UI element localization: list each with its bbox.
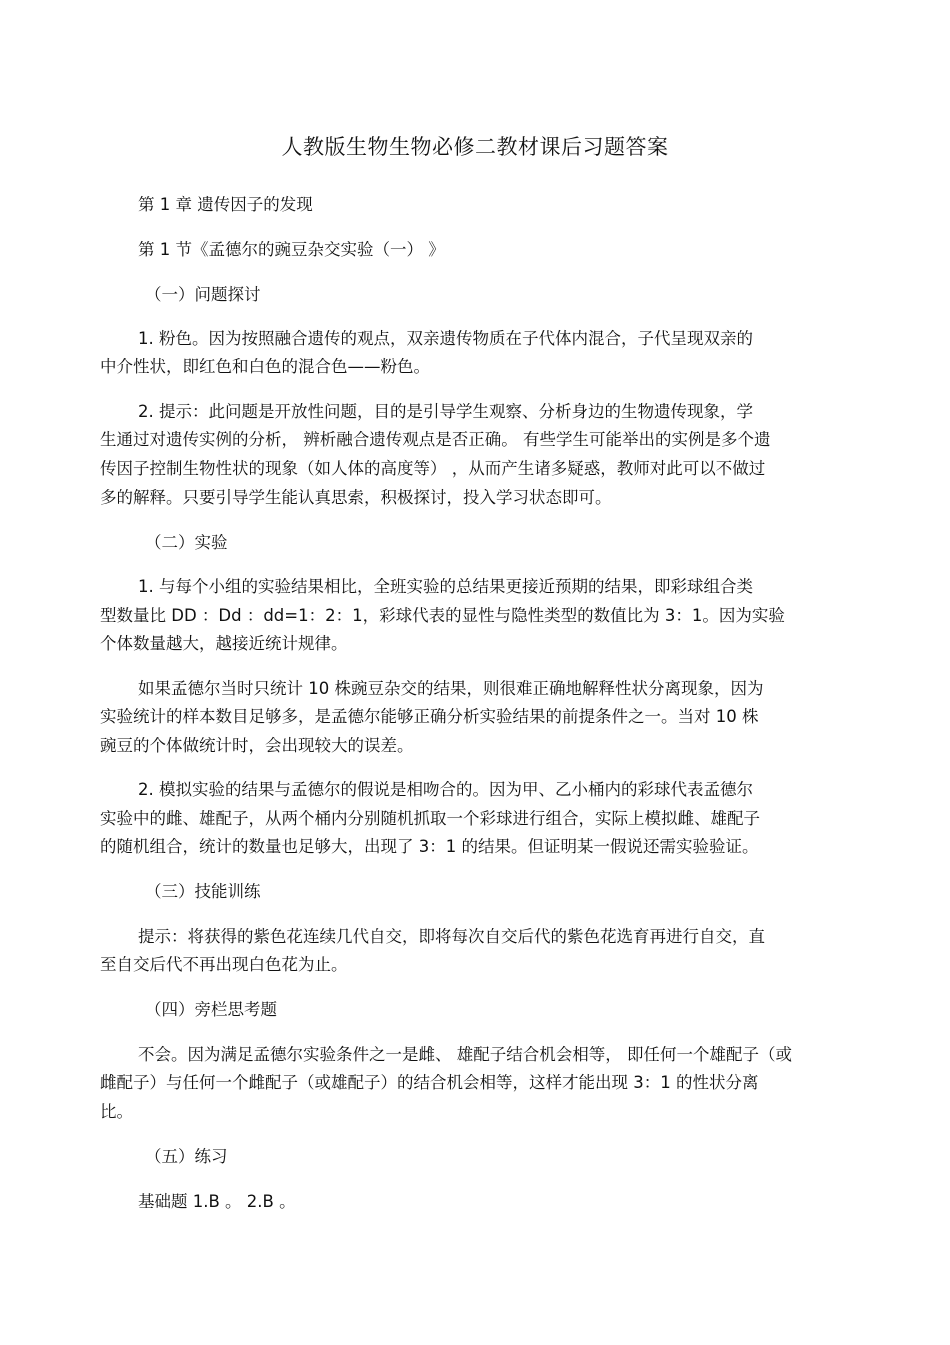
- paragraph-line: 1. 与每个小组的实验结果相比，全班实验的总结果更接近预期的结果，即彩球组合类: [138, 577, 753, 596]
- paragraph-line: 不会。因为满足孟德尔实验条件之一是雌、 雄配子结合机会相等， 即任何一个雄配子（或: [138, 1045, 792, 1064]
- section-heading: 第 1 节《孟德尔的豌豆杂交实验（一） 》: [138, 240, 445, 259]
- part1-heading: （一）问题探讨: [145, 285, 261, 304]
- paragraph-line: 中介性状，即红色和白色的混合色——粉色。: [100, 357, 430, 376]
- paragraph-line: 雌配子）与任何一个雌配子（或雄配子）的结合机会相等，这样才能出现 3：1 的性状分离: [100, 1073, 759, 1092]
- paragraph-line: 个体数量越大，越接近统计规律。: [100, 634, 348, 653]
- paragraph-line: 多的解释。只要引导学生能认真思索，积极探讨，投入学习状态即可。: [100, 488, 612, 507]
- paragraph-line: 基础题 1.B 。 2.B 。: [138, 1192, 296, 1211]
- paragraph-line: 至自交后代不再出现白色花为止。: [100, 955, 348, 974]
- paragraph-line: 提示：将获得的紫色花连续几代自交，即将每次自交后代的紫色花选育再进行自交，直: [138, 927, 765, 946]
- paragraph-line: 如果孟德尔当时只统计 10 株豌豆杂交的结果，则很难正确地解释性状分离现象，因为: [138, 679, 764, 698]
- part4-heading: （四）旁栏思考题: [145, 1000, 277, 1019]
- part3-heading: （三）技能训练: [145, 882, 261, 901]
- paragraph-line: 型数量比 DD ：Dd ：dd=1：2：1，彩球代表的显性与隐性类型的数值比为 3：1。因为实验: [100, 606, 785, 625]
- paragraph-line: 豌豆的个体做统计时，会出现较大的误差。: [100, 736, 414, 755]
- paragraph-line: 2. 提示：此问题是开放性问题，目的是引导学生观察、分析身边的生物遗传现象，学: [138, 402, 753, 421]
- part5-heading: （五）练习: [145, 1147, 228, 1166]
- part2-heading: （二）实验: [145, 533, 228, 552]
- paragraph-line: 实验中的雌、雄配子，从两个桶内分别随机抓取一个彩球进行组合，实际上模拟雌、雄配子: [100, 809, 760, 828]
- paragraph-line: 的随机组合，统计的数量也足够大，出现了 3：1 的结果。但证明某一假说还需实验验证。: [100, 837, 759, 856]
- paragraph-line: 2. 模拟实验的结果与孟德尔的假说是相吻合的。因为甲、乙小桶内的彩球代表孟德尔: [138, 780, 753, 799]
- document-title: 人教版生物生物必修二教材课后习题答案: [281, 135, 669, 159]
- paragraph-line: 实验统计的样本数目足够多，是孟德尔能够正确分析实验结果的前提条件之一。当对 10 株: [100, 707, 759, 726]
- chapter-heading: 第 1 章 遗传因子的发现: [138, 195, 313, 214]
- paragraph-line: 生通过对遗传实例的分析， 辨析融合遗传观点是否正确。 有些学生可能举出的实例是多个遗: [100, 430, 771, 449]
- paragraph-line: 传因子控制生物性状的现象（如人体的高度等） ，从而产生诸多疑惑，教师对此可以不做过: [100, 459, 766, 478]
- paragraph-line: 比。: [100, 1102, 133, 1121]
- paragraph-line: 1. 粉色。因为按照融合遗传的观点，双亲遗传物质在子代体内混合，子代呈现双亲的: [138, 329, 753, 348]
